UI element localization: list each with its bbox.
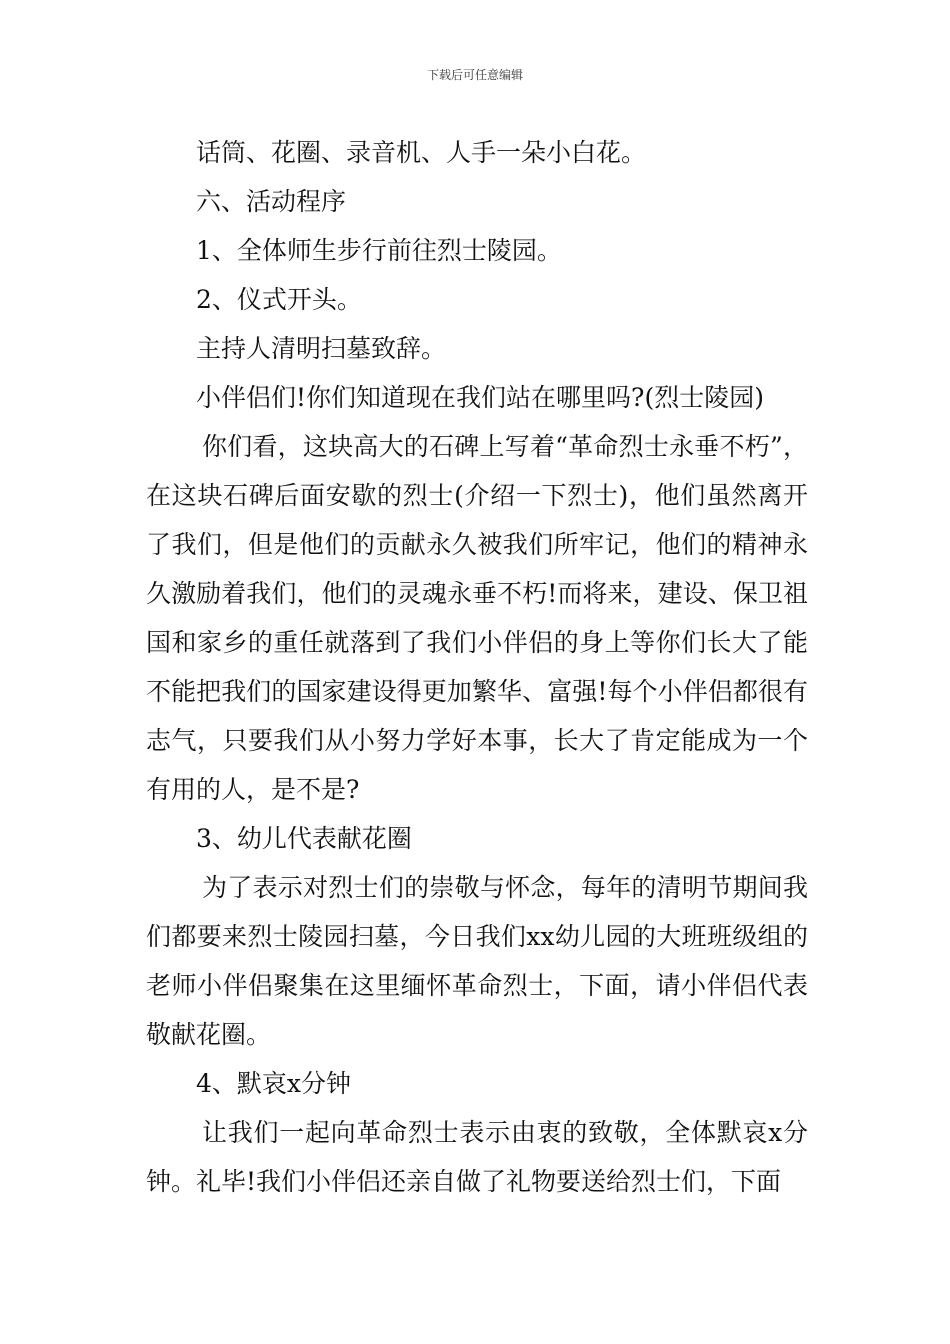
- materials-line: 话筒、花圈、录音机、人手一朵小白花。: [196, 138, 647, 167]
- document-body: [146, 128, 808, 1206]
- step-2: 2、仪式开头。: [196, 285, 362, 314]
- page-header: 下载后可任意编辑: [426, 68, 523, 82]
- section-heading-procedure: 六、活动程序: [196, 187, 347, 216]
- host-speech-heading: 主持人清明扫墓致辞。: [196, 334, 447, 363]
- step-4: 4、默哀x分钟: [196, 1069, 352, 1098]
- step-3: 3、幼儿代表献花圈: [196, 824, 412, 853]
- paragraph-silence: 让我们一起向革命烈士表示由衷的致敬，全体默哀x分钟。礼毕!我们小伴侣还亲自做了礼物要送给烈士们，下面: [146, 1118, 808, 1196]
- paragraph-wreath: 为了表示对烈士们的崇敬与怀念，每年的清明节期间我们都要来烈士陵园扫墓，今日我们xx幼儿园的大班班级组的老师小伴侣聚集在这里缅怀革命烈士，下面，请小伴侣代表敬献花圈。: [146, 873, 808, 1049]
- step-1: 1、全体师生步行前往烈士陵园。: [196, 236, 562, 265]
- host-question: 小伴侣们!你们知道现在我们站在哪里吗?(烈士陵园): [196, 383, 764, 412]
- paragraph-monument: 你们看，这块高大的石碑上写着“革命烈士永垂不朽”，在这块石碑后面安歇的烈士(介绍一下烈士)，他们虽然离开了我们，但是他们的贡献永久被我们所牢记，他们的精神永久激励着我们，他们的灵魂永垂不朽!而将来，建设、保卫祖国和家乡的重任就落到了我们小伴侣的身上等你们长大了能不能把我们的国家建设得更加繁华、富强!每个小伴侣都很有志气，只要我们从小努力学好本事，长大了肯定能成为一个有用的人，是不是?: [146, 432, 808, 804]
